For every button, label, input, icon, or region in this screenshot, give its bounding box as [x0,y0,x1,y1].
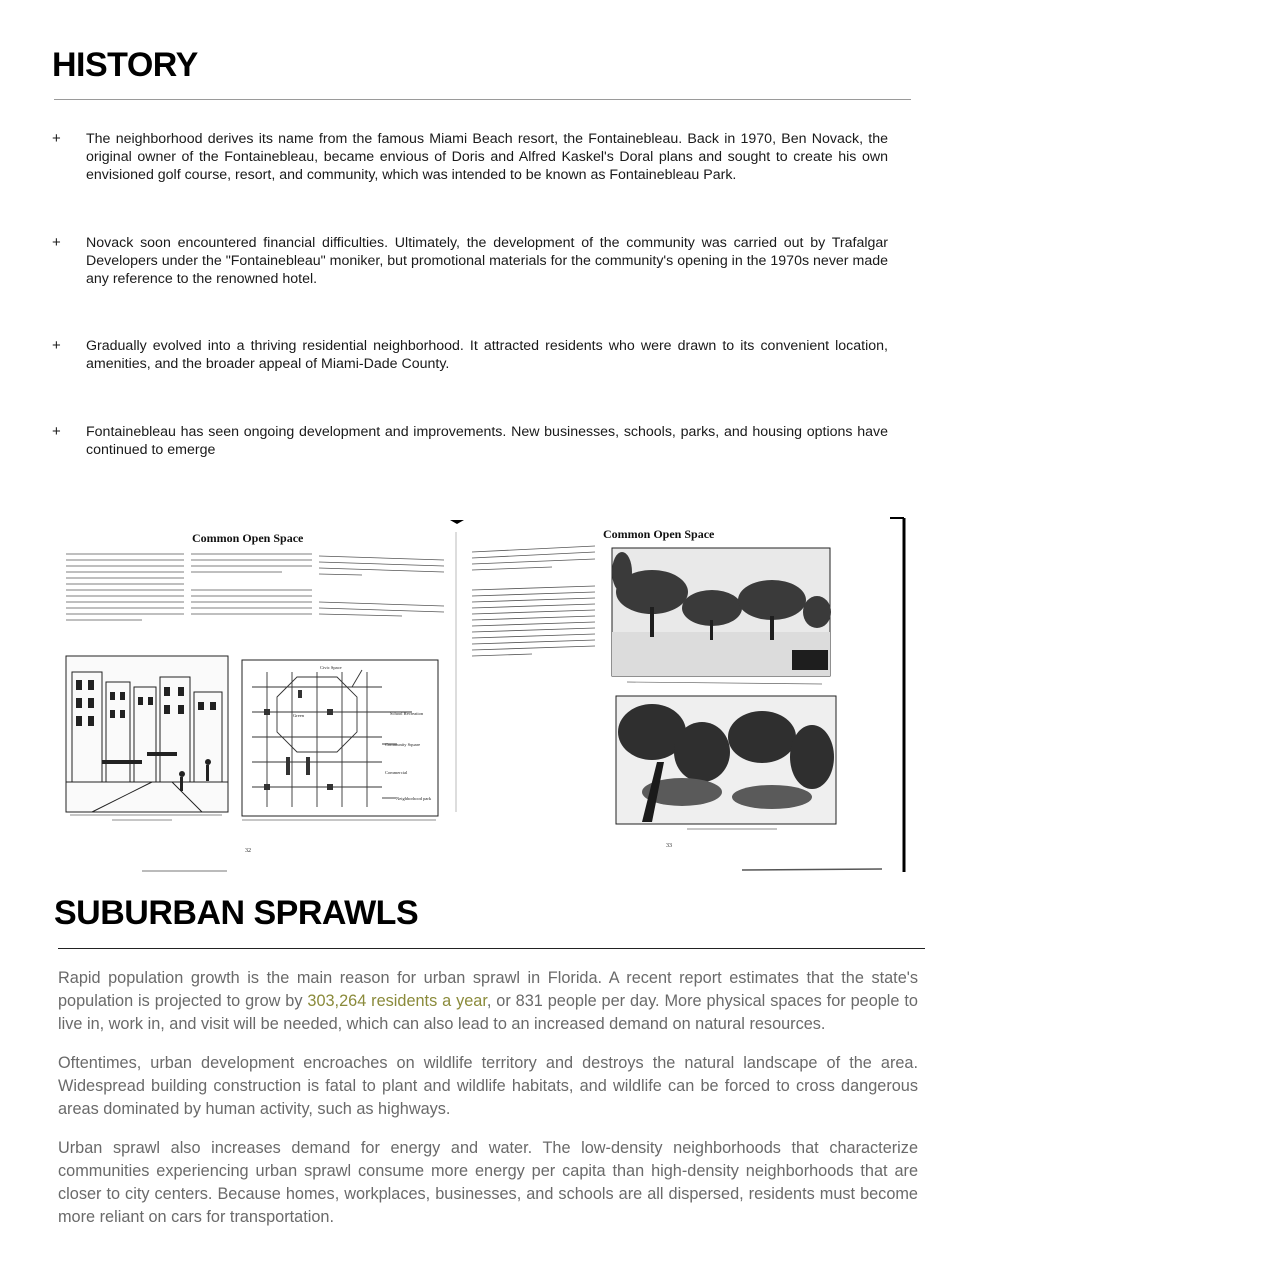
history-title: HISTORY [52,46,198,84]
plan-label-civic-space: Civic Space [320,665,342,670]
plan-label-school-recreation: School Recreation [390,711,424,716]
right-page-title: Common Open Space [603,527,715,541]
sprawl-paragraph-1: Rapid population growth is the main reason for urban sprawl in Florida. A recent report estimates that the state's population is projected to grow by 303,264 residents a year, or 831 people per day. More physical spaces for people to live in, work in, and visit will be needed, which can also lead to an increased demand on natural resources. [58,969,918,1033]
plan-label-community-square: Community Square [385,742,421,747]
street-sketch-illustration [66,656,228,812]
sprawl-paragraph-2: Oftentimes, urban development encroaches on wildlife territory and destroys the natural landscape of the area. Widespread building construction is fatal to plant and wildlife habitats, and wildlife can be forced to cross dangerous areas dominated by human activity, such as highways. [58,1054,918,1118]
neighborhood-plan-diagram [242,660,438,816]
sprawl-divider [58,948,925,949]
left-page-number: 32 [245,848,251,854]
plus-bullet-icon: + [52,423,61,440]
left-page-title: Common Open Space [192,531,304,545]
history-bullet-item [52,234,888,288]
park-photo-top [612,548,831,684]
history-bullet-text: Gradually evolved into a thriving residential neighborhood. It attracted residents who were drawn to its convenient location, amenities, and the broader appeal of Miami-Dade County. [86,338,888,372]
history-bullet-item [52,337,888,373]
plus-bullet-icon: + [52,337,61,354]
scanned-book-spread [52,512,912,880]
sprawl-paragraph-3: Urban sprawl also increases demand for energy and water. The low-density neighborhoods that characterize communities experiencing urban sprawl consume more energy per capita than high-density neighborhoods that are closer to city centers. Because homes, workplaces, businesses, and schools are all dispersed, residents must become more reliant on cars for transportation. [58,1139,918,1226]
history-bullet-list [52,130,888,459]
right-page-number: 33 [666,843,672,849]
plus-bullet-icon: + [52,234,61,251]
plus-bullet-icon: + [52,130,61,147]
history-bullet-text: Novack soon encountered financial difficulties. Ultimately, the development of the community was carried out by Trafalgar Developers under the "Fontainebleau" moniker, but promotional materials for the community's opening in the 1970s never made any reference to the renowned hotel. [86,235,888,287]
history-divider [54,99,911,100]
history-bullet-text: The neighborhood derives its name from the famous Miami Beach resort, the Fontainebleau. Back in 1970, Ben Novack, the original owner of the Fontainebleau, became envious of Doris and Alfred Kaskel's Doral plans and sought to create his own envisioned golf course, resort, and community, which was intended to be known as Fontainebleau Park. [86,131,888,183]
plan-label-neighborhood-park: Neighborhood park [396,796,432,801]
plan-label-green: Green [293,713,304,718]
history-bullet-item [52,423,888,459]
sprawl-title: SUBURBAN SPRAWLS [54,894,419,932]
plan-label-commercial: Commercial [385,770,408,775]
history-bullet-item [52,130,888,184]
sprawl-body [58,967,918,1245]
population-growth-highlight: 303,264 residents a year [307,992,487,1010]
history-bullet-text: Fontainebleau has seen ongoing development and improvements. New businesses, schools, parks, and housing options have continued to emerge [86,424,888,458]
park-photo-bottom [616,696,836,829]
